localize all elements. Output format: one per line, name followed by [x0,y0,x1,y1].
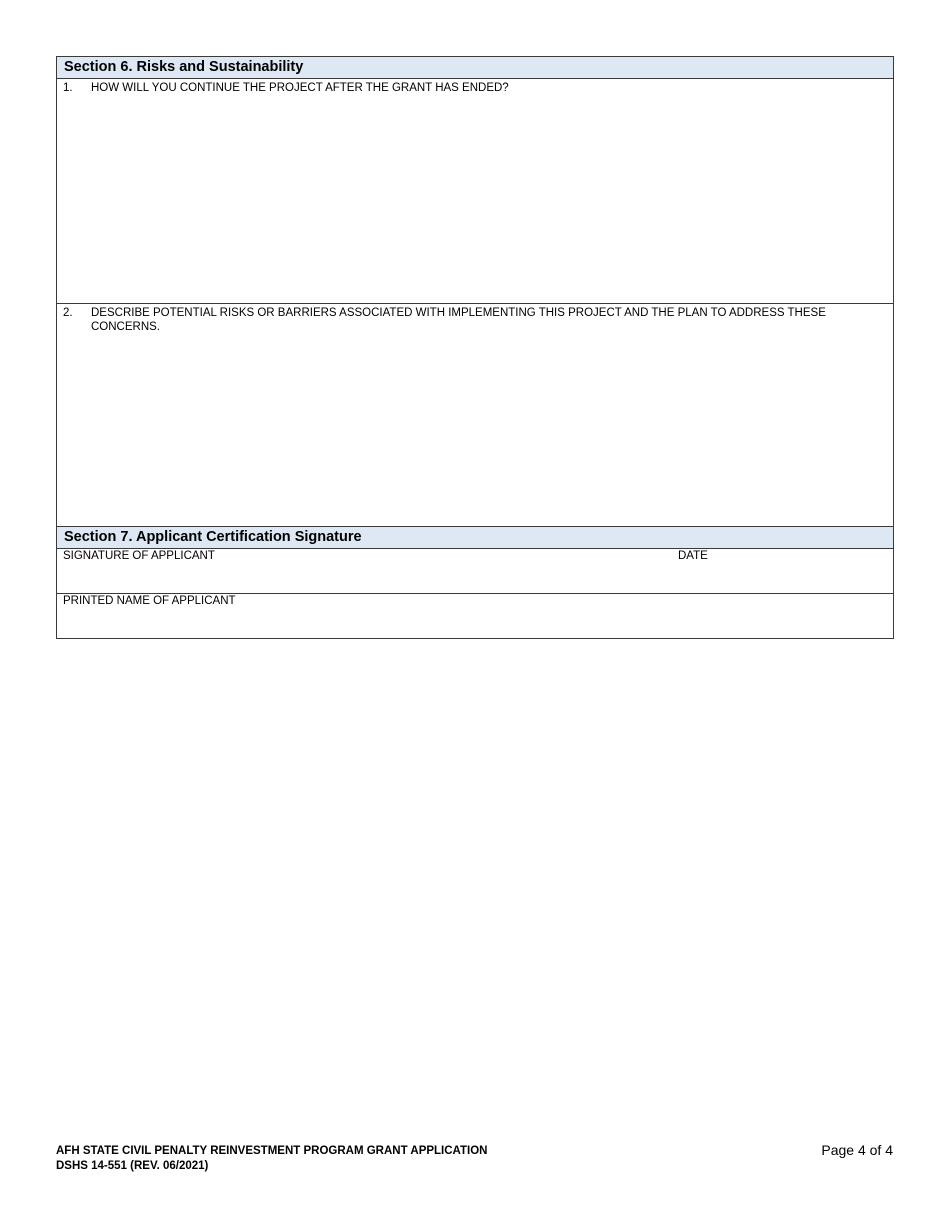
question-2-block [57,304,893,527]
question-1-answer-field[interactable] [57,113,893,303]
footer-form-info [56,1144,487,1173]
question-1-text: HOW WILL YOU CONTINUE THE PROJECT AFTER THE GRANT HAS ENDED? [91,82,509,94]
question-1-block [57,79,893,304]
page-number: Page 4 of 4 [821,1142,893,1158]
question-2-number: 2. [63,307,73,319]
footer-form-title: AFH STATE CIVIL PENALTY REINVESTMENT PROGRAM GRANT APPLICATION [56,1145,488,1157]
section-7-header: Section 7. Applicant Certification Signature [57,527,893,549]
application-form-table [56,56,894,639]
footer-form-number: DSHS 14-551 (REV. 06/2021) [56,1159,209,1172]
date-field[interactable] [678,565,883,591]
question-2-answer-field[interactable] [57,338,893,526]
signature-field[interactable] [63,565,663,591]
section-6-header: Section 6. Risks and Sustainability [57,57,893,79]
question-2-text: DESCRIBE POTENTIAL RISKS OR BARRIERS ASSOCIATED WITH IMPLEMENTING THIS PROJECT AND THE PLAN TO ADDRESS THESE CONCERNS. [91,307,826,333]
date-label: DATE [678,550,708,562]
signature-label: SIGNATURE OF APPLICANT [63,550,215,562]
printed-name-row [57,594,893,638]
signature-row [57,549,893,594]
question-1-number: 1. [63,82,73,94]
printed-name-field[interactable] [63,610,883,636]
printed-name-label: PRINTED NAME OF APPLICANT [63,595,236,607]
